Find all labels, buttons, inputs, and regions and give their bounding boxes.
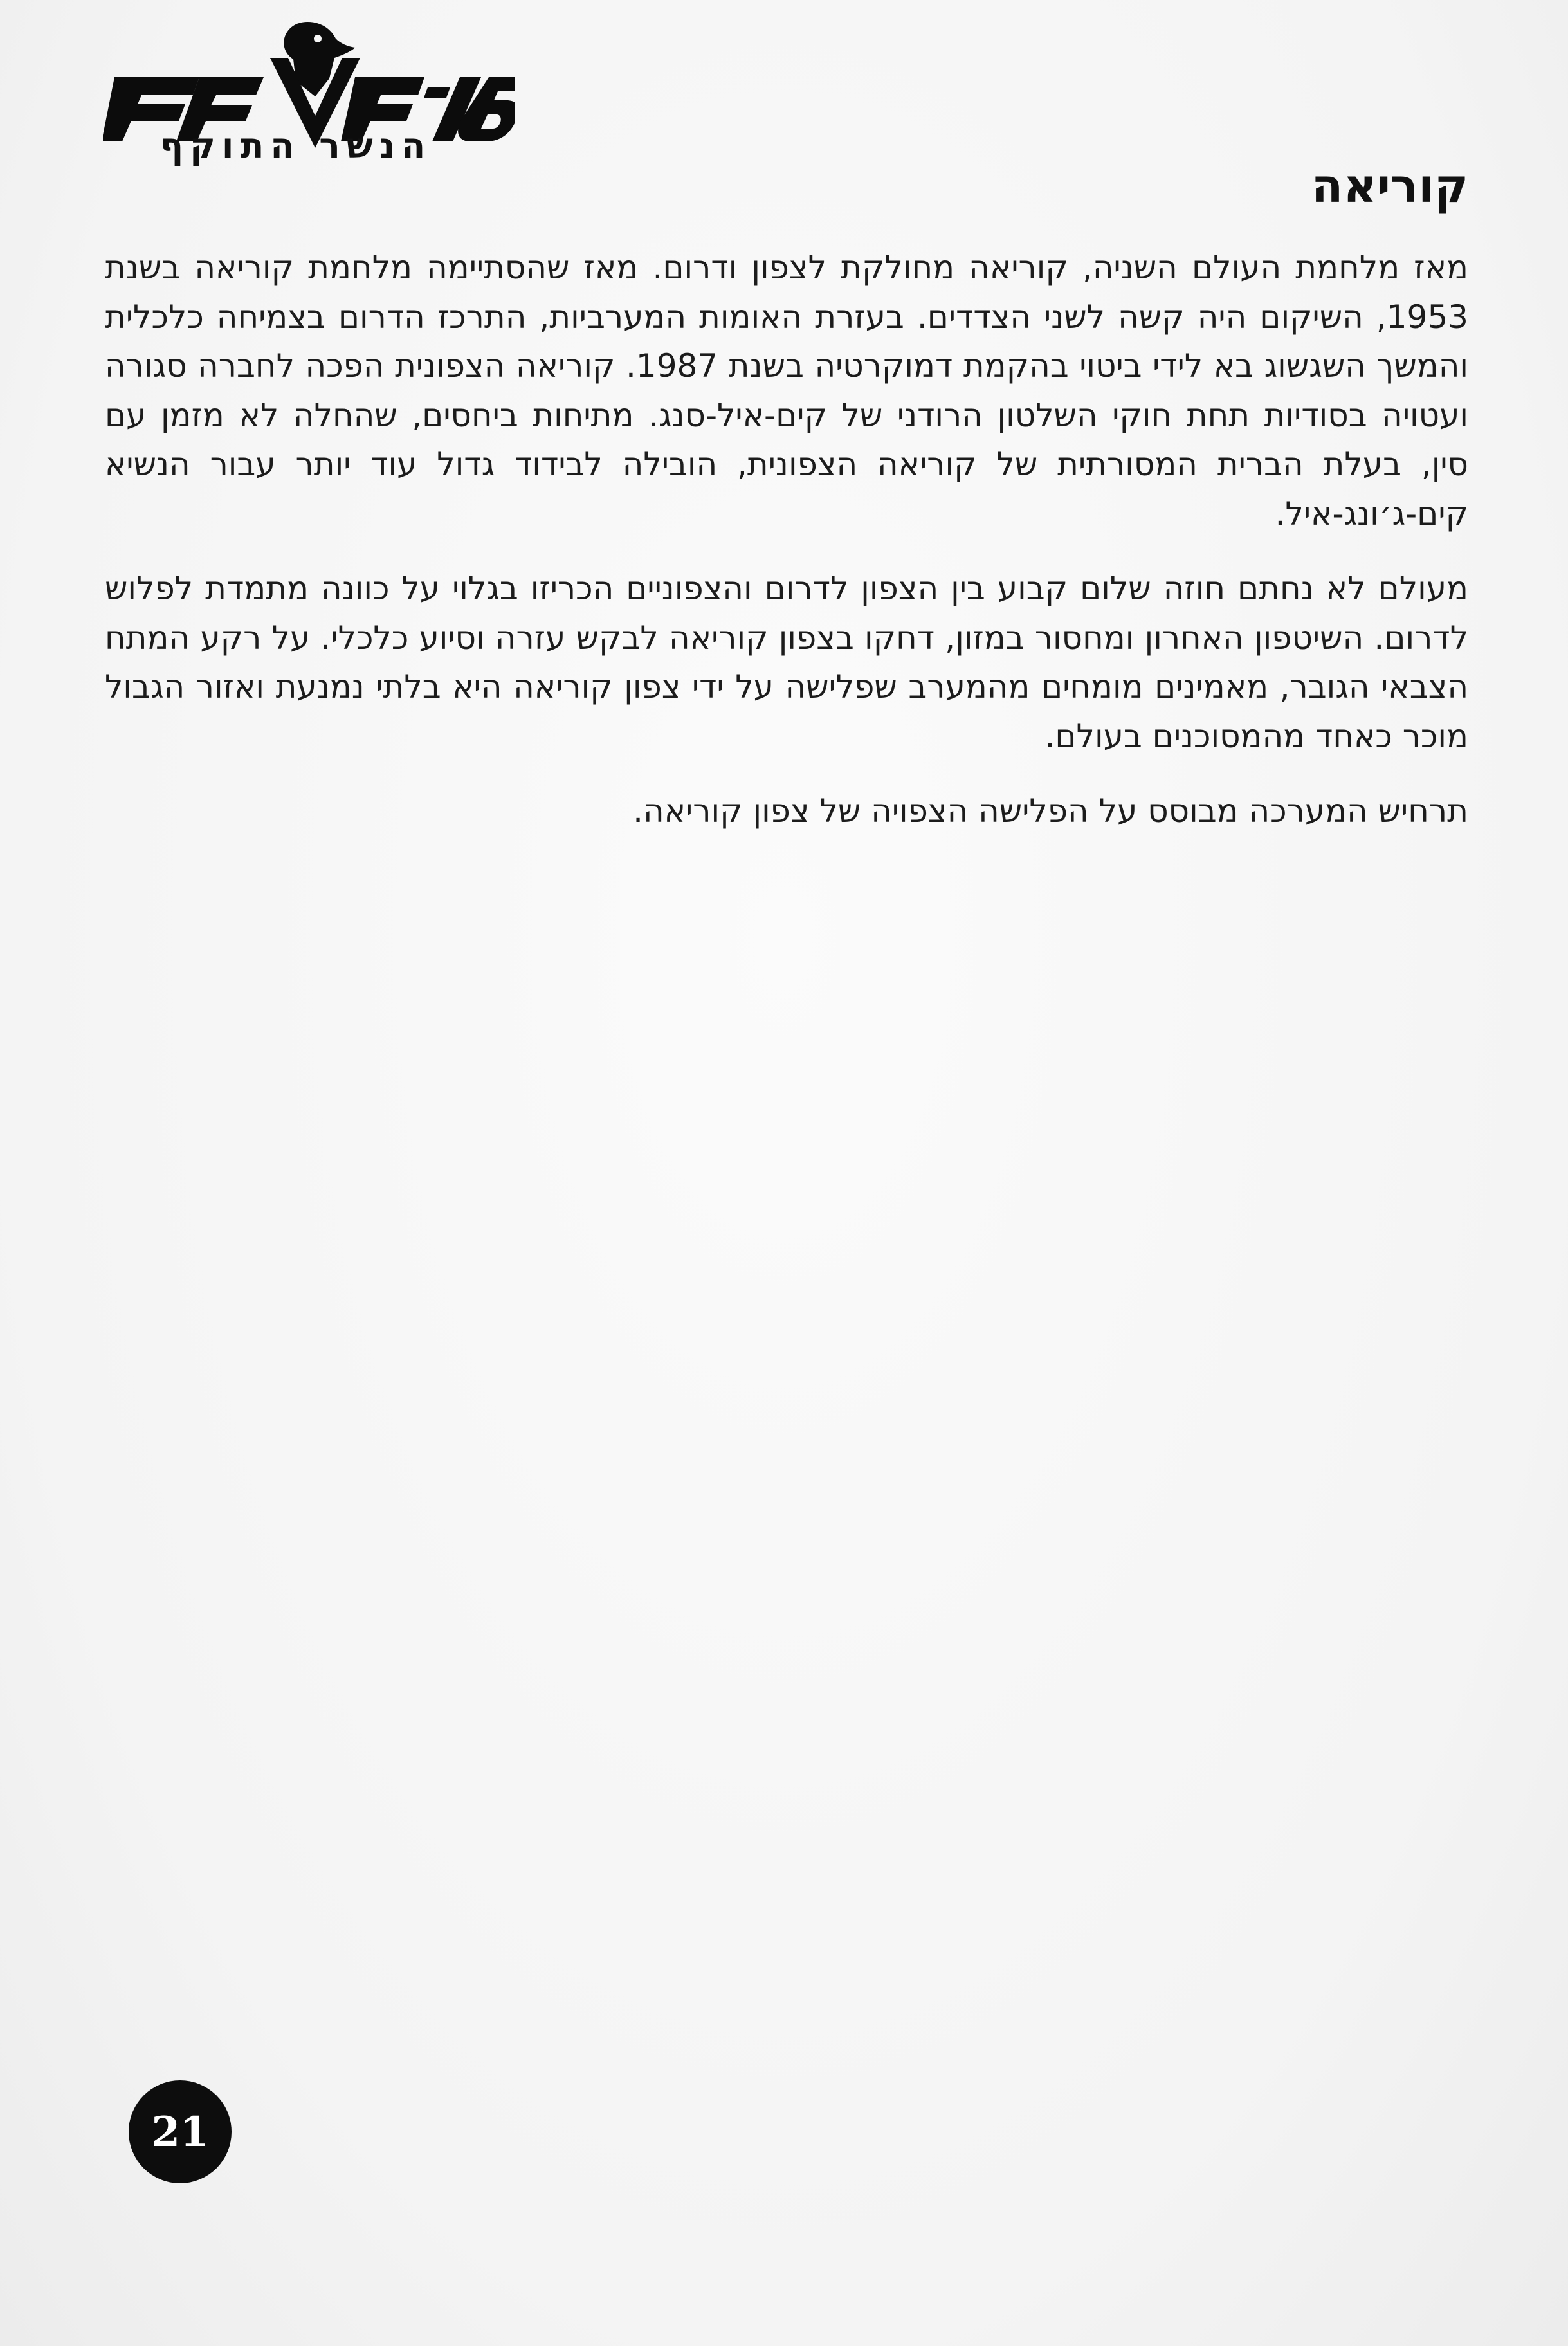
logo-subtitle: הנשר התוקף [160,125,432,166]
page-number-badge: 21 [129,2080,232,2183]
paragraph: מעולם לא נחתם חוזה שלום קבוע בין הצפון לדרום והצפוניים הכריזו בגלוי על כוונה מתמדת לפלוש לדרום. השיטפון האחרון ומחסור במזון, דחקו בצפון קוריאה לבקש עזרה וסיוע כלכלי. על רקע המתח הצבאי הגובר, מאמינים מומחים מהמערב שפלישה על ידי צפון קוריאה היא בלתי נמנעת ואזור הגבול מוכר כאחד מהמסוכנים בעולם. [105,570,1468,755]
body-text [105,243,1468,862]
page-heading: קוריאה [1311,159,1468,213]
paragraph: תרחיש המערכה מבוסס על הפלישה הצפויה של צפון קוריאה. [633,792,1468,830]
paragraph: מאז מלחמת העולם השניה, קוריאה מחולקת לצפון ודרום. מאז שהסתיימה מלחמת קוריאה בשנת 1953, השיקום היה קשה לשני הצדדים. בעזרת האומות המערביות, התרכז הדרום בצמיחה כלכלית והמשך השגשוג בא לידי ביטוי בהקמת דמוקרטיה בשנת 1987. קוריאה הצפונית הפכה לחברה סגורה ועטויה בסודיות תחת חוקי השלטון הרודני של קים-איל-סנג. מתיחות ביחסים, שהחלה לא מזמן עם סין, בעלת הברית המסורתית של קוריאה הצפונית, הובילה לבידוד גדול עוד יותר עבור הנשיא קים-ג׳ונג-איל. [105,249,1469,532]
